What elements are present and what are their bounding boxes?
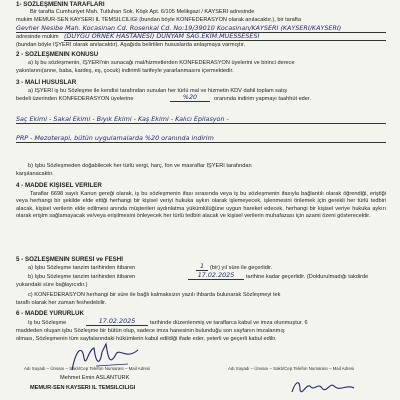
term-c-line-1: c) KONFEDERASYON herhangi bir süre ile bağlı kalmaksızın yazılı ihbarda bulunarak Sözleşmeyi tek [28, 292, 281, 298]
effective-line-2: maddeden oluşan işbu Sözleşme bir bütün olup, sadece imza hanesinin bulunduğu son sayfanın imzalanmış [16, 328, 285, 334]
finance-line-1: a) İŞYERİ iş bu Sözleşme ile kendisi tarafından sunulan her türlü mal ve hizmetin KDV dahil toplam satış [28, 88, 287, 94]
handwritten-discount-rate: %20 [170, 94, 210, 102]
section-effective-title: 6 - MADDE YÜRÜRLÜK [16, 310, 84, 317]
section-subject-title: 2 - SÖZLEŞMENİN KONUSU [16, 51, 99, 58]
section-finance-title: 3 - MALİ HUSUSLAR [16, 79, 77, 86]
left-signature-caption: Adı Soyadı – Ünvanı – Saklı/Cep Telefon Numarası – Mail Adresi [24, 366, 151, 371]
handwritten-services-line-1: Saç Ekimi - Sakal Ekimi - Bıyık Ekimi - Kaş Ekimi - Kalıcı Epilasyon - [16, 116, 386, 124]
term-c-line-2: taraflı olarak her zaman feshedebilir. [16, 300, 107, 306]
effective-line-3: olması, Sözleşmenin tüm sayfalarındaki hükümlerin kabul edildiği ifade eder, yeterli ve geçerli kabul edilir. [16, 336, 277, 342]
handwritten-company: (DUYGU ÖRNEK HASTANESİ) DÜNYAM SAĞ.EKİM.MÜESSESESİ [64, 33, 386, 41]
handwritten-signing-date: 17.02.2025 [86, 318, 148, 326]
section-parties-title: 1- SÖZLEŞMENİN TARAFLARI [16, 1, 105, 8]
parties-line-4: (bundan böyle İŞYERİ olarak anılacaktır). Aşağıda belirtilen hususlarda anlaşmaya varmıştır. [16, 42, 246, 48]
parties-line-3-prefix: adresinde mukim [16, 34, 59, 40]
term-a-suffix: (bir) yıl süre ile geçerlidir. [210, 265, 273, 271]
term-b-line-2: yukarıdaki süre bağlayıcıdır.) [16, 282, 88, 288]
finance-line-2-suffix: oranında indirim yapmayı taahhüt eder. [214, 96, 312, 102]
left-signatory-org: MEMUR-SEN KAYSERİ İL TEMSİLCİLİĞİ [30, 385, 136, 391]
term-b-suffix: tarihine kadar geçerlidir. (Doldurulmadığı takdirde [246, 274, 369, 280]
section-personal-data-title: 4 - MADDE KİŞİSEL VERİLER [16, 182, 102, 189]
subject-line-2: yakınlarını(anne, baba, kardeş, eş, çocuk) indirimli tarifeyle yararlanmasını içermektedir. [16, 68, 234, 74]
right-signature-icon [288, 376, 358, 398]
parties-line-1: Bir tarafta Cumhuriyet Mah. Tutluhan Sok. Köşk Apt. 6/105 Melikgazi / KAYSERİ adresinde [30, 9, 255, 15]
section-term-title: 5 - SÖZLEŞMENİN SÜRESİ ve FESHİ [16, 256, 123, 263]
term-a-prefix: a) İşbu Sözleşme tanzim tarihinden itibaren [28, 265, 136, 271]
finance-b-line-2: karşılanacaktır. [16, 171, 54, 177]
finance-b-line-1: b) İşbu Sözleşmeden doğabilecek her türlü vergi, harç, fon ve masraflar İŞYERİ tarafından [28, 163, 252, 169]
left-signatory-name: Mehmet Emin ASLANTÜRK [60, 375, 130, 381]
effective-prefix: İş bu Sözleşme [28, 320, 67, 326]
term-b-prefix: b) İşbu Sözleşme tanzim tarihinden itibaren [28, 274, 136, 280]
effective-suffix: tarihinde düzenlenmiş ve taraflarca kabul ve imza olunmuştur. 6 [150, 320, 308, 326]
subject-line-1: a) İş bu sözleşmenin, İŞYERİ'nin sunacağı mal/hizmetlerden KONFEDERASYON üyelerini ve birinci derece [28, 60, 295, 66]
handwritten-services-line-2: PRP - Mezoterapi, bütün uygulamalarda %20 oranında indirim [16, 135, 386, 143]
personal-data-text: Taraflar 6698 sayılı Kanun gereği olarak, iş bu sözleşmenin ifası sırasında veya iş bu sözleşmenin ifasıyla bağlantılı olarak öğrendiği, eriştiği veya herhangi bir şekilde elde ettiği herhangi bir kişisel veriyi hukuka aykırı olarak işlemeyecek, işlenmesini önlemek için gerekli her türlü tedbiri alacak, kişisel verilerin elde edilmesi anında müşterileri aydınlatma yükümlülüğüne uygun hareket edecek, herhangi bir kişisel veriye hukuka aykırı olarak erişim sağlamayacak ve/veya erişilmesini önleyecek her türlü tedbiri alacak ve kişisel verilerin muhafazası için azami özeni gösterecektir. [16, 191, 386, 219]
handwritten-years: 1 [196, 263, 208, 271]
right-signature-caption: Adı Soyadı – Ünvanı – Saklı/Cep Telefon Numarası – Mail Adresi [228, 366, 355, 371]
finance-line-2-prefix: bedeli üzerinden KONFEDERASYON üyelerine [16, 96, 134, 102]
handwritten-address: Gevher Nesibe Mah. Kocasinan Cd. Rosenkal Cd. No:19/39010 Kocasinan/KAYSERİ (KAYSERİ/KAYSERİ) [16, 25, 386, 33]
handwritten-valid-until: 17.02.2025 [188, 272, 244, 280]
parties-line-2: mukim MEMUR-SEN KAYSERİ İL TEMSİLCİLİĞİ (bundan böyle KONFEDERASYON olarak anılacaktır.), bir tarafta [16, 17, 301, 23]
